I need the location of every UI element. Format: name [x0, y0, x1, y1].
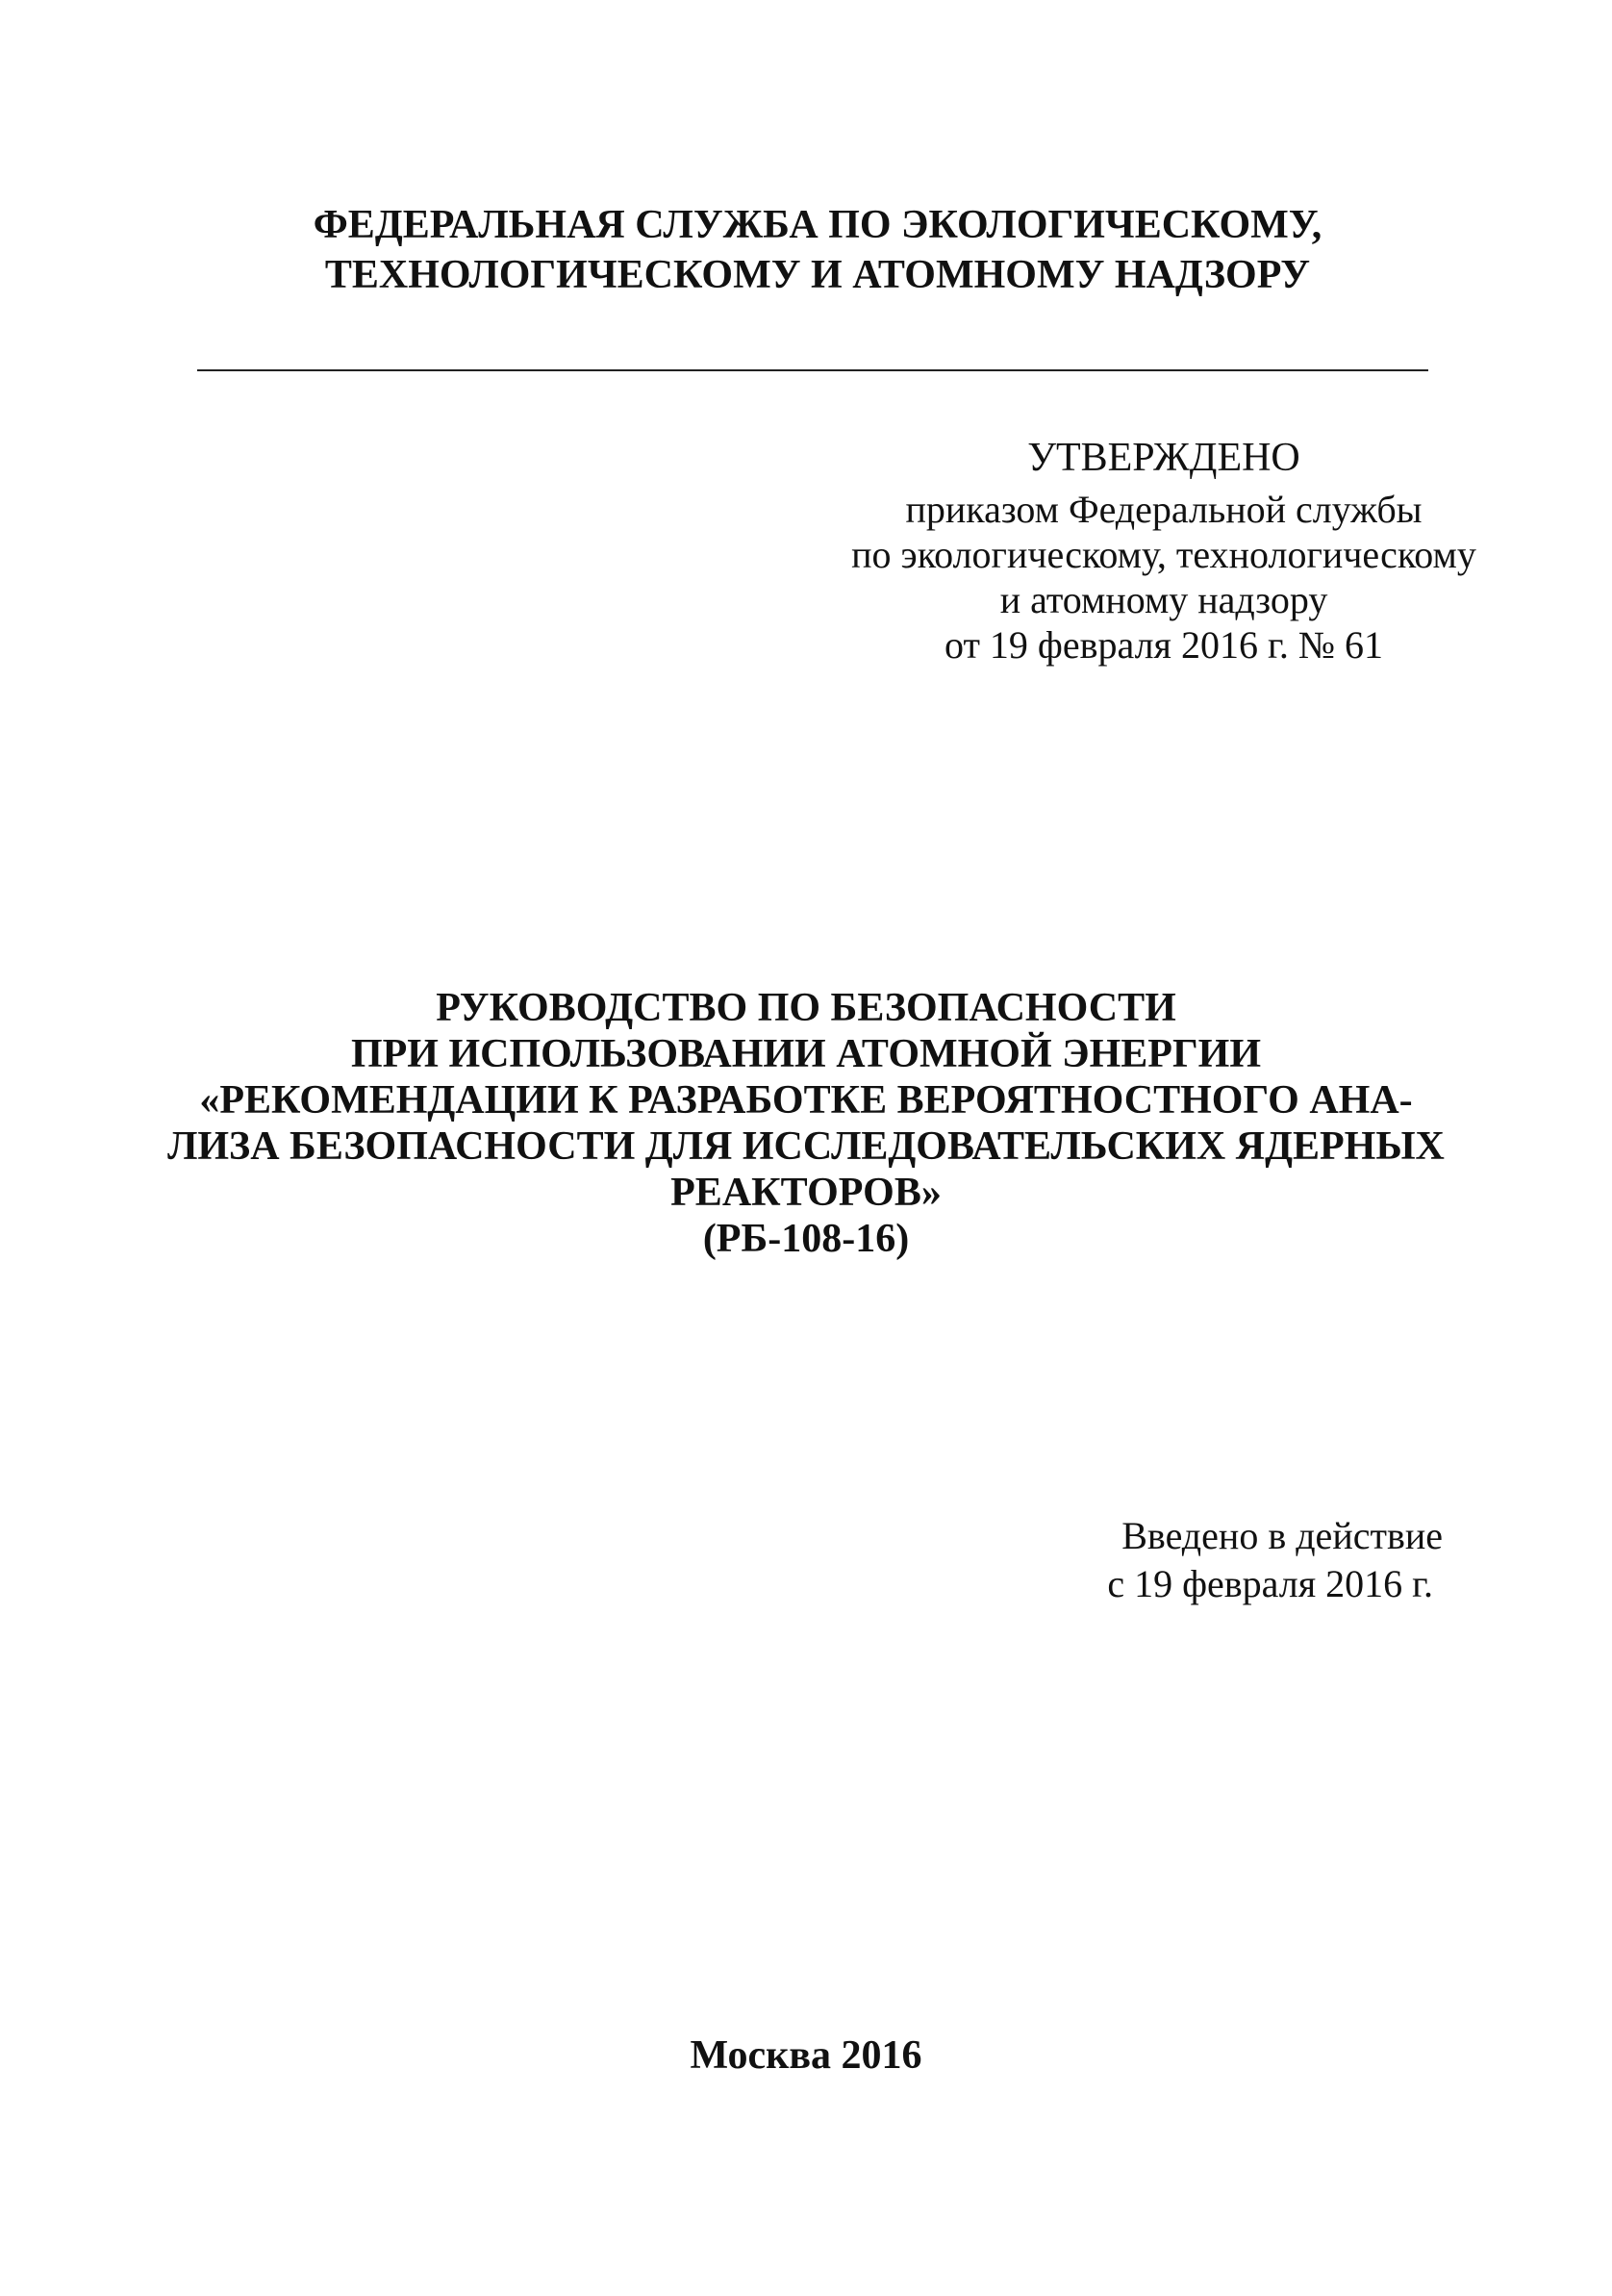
approval-line-4: от 19 февраля 2016 г. № 61	[944, 623, 1384, 667]
title-line-4: ЛИЗА БЕЗОПАСНОСТИ ДЛЯ ИССЛЕДОВАТЕЛЬСКИХ ЯДЕРНЫХ	[167, 1124, 1445, 1169]
agency-line-1: ФЕДЕРАЛЬНАЯ СЛУЖБА ПО ЭКОЛОГИЧЕСКОМУ,	[313, 203, 1322, 247]
approval-line-3: и атомному надзору	[999, 578, 1328, 621]
title-line-5: РЕАКТОРОВ»	[670, 1171, 942, 1215]
approval-line-2: по экологическому, технологическому	[851, 533, 1476, 576]
city-year: Москва 2016	[690, 2033, 922, 2078]
approval-block	[827, 431, 1500, 668]
agency-line-2: ТЕХНОЛОГИЧЕСКОМУ И АТОМНОМУ НАДЗОРУ	[324, 253, 1311, 297]
approval-line-1: приказом Федеральной службы	[905, 488, 1423, 531]
agency-header	[192, 200, 1443, 300]
effective-line-1: Введено в действие	[1121, 1514, 1443, 1557]
effective-line-2: с 19 февраля 2016 г.	[1107, 1562, 1433, 1605]
title-line-3: «РЕКОМЕНДАЦИИ К РАЗРАБОТКЕ ВЕРОЯТНОСТНОГО АНА-	[199, 1078, 1413, 1123]
header-divider	[197, 369, 1428, 371]
title-line-1: РУКОВОДСТВО ПО БЕЗОПАСНОСТИ	[436, 986, 1176, 1030]
approval-stamp: УТВЕРЖДЕНО	[1027, 436, 1300, 480]
effective-date-block	[1020, 1512, 1443, 1608]
document-title	[144, 985, 1468, 1262]
title-line-2: ПРИ ИСПОЛЬЗОВАНИИ АТОМНОЙ ЭНЕРГИИ	[350, 1032, 1262, 1076]
document-code: (РБ-108-16)	[702, 1217, 910, 1261]
